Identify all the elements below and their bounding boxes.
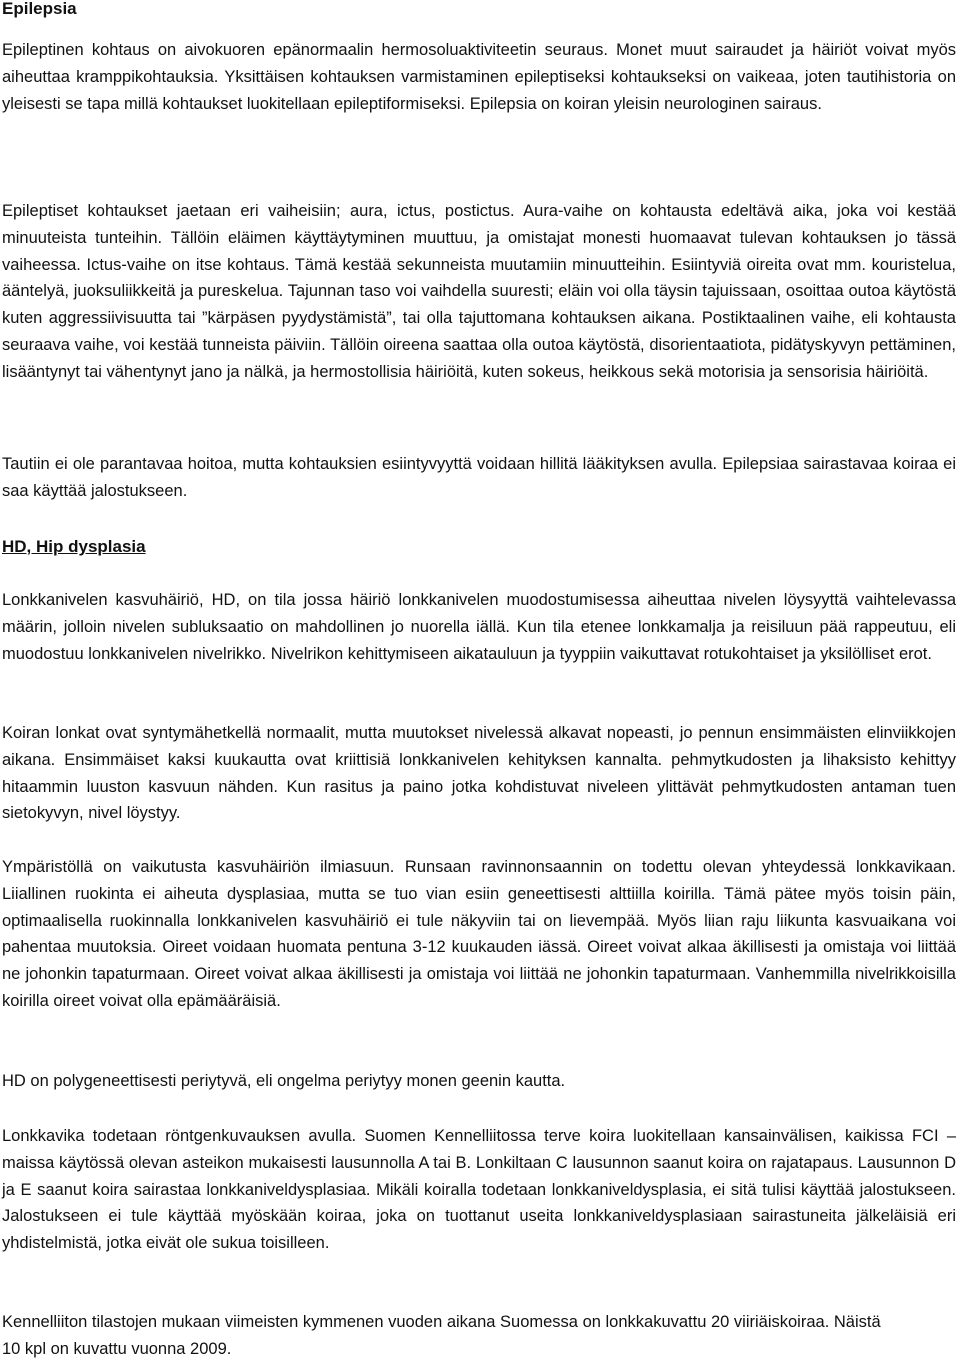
paragraph-hd-development: Koiran lonkat ovat syntymähetkellä normaalit, mutta muutokset nivelessä alkavat nopeasti, jo pennun ensimmäisten elinviikkojen aikana. Ensimmäiset kaksi kuukautta ovat kriittisiä lonkkanivelen kehityksen kannalta. pehmytkudosten ja lihaksisto kehittyy hitaammin luuston kasvuun nähden. Kun rasitus ja paino jotka kohdistuvat niveleen ylittävät pehmytkudosten antaman tuen sietokyvyn, nivel löystyy. [2,724,956,823]
paragraph-epilepsy-treatment: Tautiin ei ole parantavaa hoitoa, mutta kohtauksien esiintyvyyttä voidaan hillitä lääkityksen avulla. Epilepsiaa sairastavaa koiraa ei saa käyttää jalostukseen. [2,455,956,500]
paragraph-hd-heredity: HD on polygeneettisesti periytyvä, eli ongelma periytyy monen geenin kautta. [2,1072,566,1090]
paragraph-epilepsy-intro: Epileptinen kohtaus on aivokuoren epänormaalin hermosoluaktiviteetin seuraus. Monet muut sairaudet ja häiriöt voivat myös aiheuttaa kramppikohtauksia. Yksittäisen kohtauksen varmistaminen epileptiseksi kohtaukseksi on vaikeaa, joten tautihistoria on yleisesti se tapa millä kohtaukset luokitellaan epileptiformiseksi. Epilepsia on koiran yleisin neurologinen sairaus. [2,41,956,113]
section-title-hip-dysplasia: HD, Hip dysplasia [2,537,146,556]
section-title-epilepsy: Epilepsia [2,0,77,18]
paragraph-hd-diagnosis: Lonkkavika todetaan röntgenkuvauksen avulla. Suomen Kennelliitossa terve koira luokitellaan kansainvälisen, kaikissa FCI –maissa käytössä olevan asteikon mukaisesti lausunnolla A tai B. Lonkiltaan C lausunnon saanut koira on rajatapaus. Lausunnon D ja E saanut koira sairastaa lonkkaniveldysplasiaa. Mikäli koiralla todetaan lonkkaniveldysplasia, ei sitä tulisi käyttää jalostukseen. Jalostukseen ei tule käyttää myöskään koiraa, joka on tuottanut useita lonkkaniveldysplasiaan sairastuneita jälkeläisiä eri yhdistelmistä, jotka eivät ole sukua toisilleen. [2,1127,956,1253]
paragraph-hd-statistics: Kennelliiton tilastojen mukaan viimeisten kymmenen vuoden aikana Suomessa on lonkkakuvattu 20 viiriäiskoiraa. Näistä 10 kpl on kuvattu vuonna 2009. [2,1313,881,1358]
paragraph-epilepsy-phases: Epileptiset kohtaukset jaetaan eri vaiheisiin; aura, ictus, postictus. Aura-vaihe on kohtausta edeltävä aika, joka voi kestää minuuteista tunteihin. Tällöin eläimen käyttäytyminen muuttuu, ja omistajat monesti huomaavat tulevan kohtauksen jo tässä vaiheessa. Ictus-vaihe on itse kohtaus. Tämä kestää sekunneista muutamiin minuutteihin. Esiintyviä oireita ovat mm. kouristelua, ääntelyä, juoksuliikkeitä ja pureskelua. Tajunnan taso voi vaihdella suuresti; eläin voi olla täysin tajuissaan, osoittaa outoa käytöstä kuten aggressiivisuutta tai ”kärpäsen pyydystämistä”, tai olla tajuttomana kohtauksen aikana. Postiktaalinen vaihe, eli kohtausta seuraava vaihe, voi kestää tunneista päiviin. Tällöin oireena saattaa olla outoa käytöstä, disorientaatiota, pidätyskyvyn pettäminen, lisääntynyt tai vähentynyt jano ja nälkä, ja hermostollisia häiriöitä, kuten sokeus, heikkous sekä motorisia ja sensorisia häiriöitä. [2,202,956,381]
paragraph-hd-environment: Ympäristöllä on vaikutusta kasvuhäiriön ilmiasuun. Runsaan ravinnonsaannin on todettu olevan yhteydessä lonkkavikaan. Liiallinen ruokinta ei aiheuta dysplasiaa, mutta se tuo vian esiin geneettisesti alttiilla koirilla. Tämä pätee myös toisin päin, optimaalisella ruokinnalla lonkkanivelen kasvuhäiriö ei tule näkyviin tai on lievempää. Myös liian raju liikunta kasvuaikana voi pahentaa muutoksia. Oireet voidaan huomata pentuna 3-12 kuukauden iässä. Oireet voivat alkaa äkillisesti ja omistaja voi liittää ne johonkin tapaturmaan. Oireet voivat alkaa äkillisesti ja omistaja voi liittää ne johonkin tapaturmaan. Vanhemmilla nivelrikkoisilla koirilla oireet voivat olla epämääräisiä. [2,858,956,1010]
paragraph-hd-definition: Lonkkanivelen kasvuhäiriö, HD, on tila jossa häiriö lonkkanivelen muodostumisessa aiheuttaa nivelen löysyyttä vaihtelevassa määrin, jolloin nivelen subluksaatio on mahdollinen jo nuorella iällä. Kun tila etenee lonkkamalja ja reisiluun pää rappeutuu, eli muodostuu lonkkanivelen nivelrikko. Nivelrikon kehittymiseen aikatauluun ja tyyppiin vaikuttavat rotukohtaiset ja yksilölliset erot. [2,591,956,663]
